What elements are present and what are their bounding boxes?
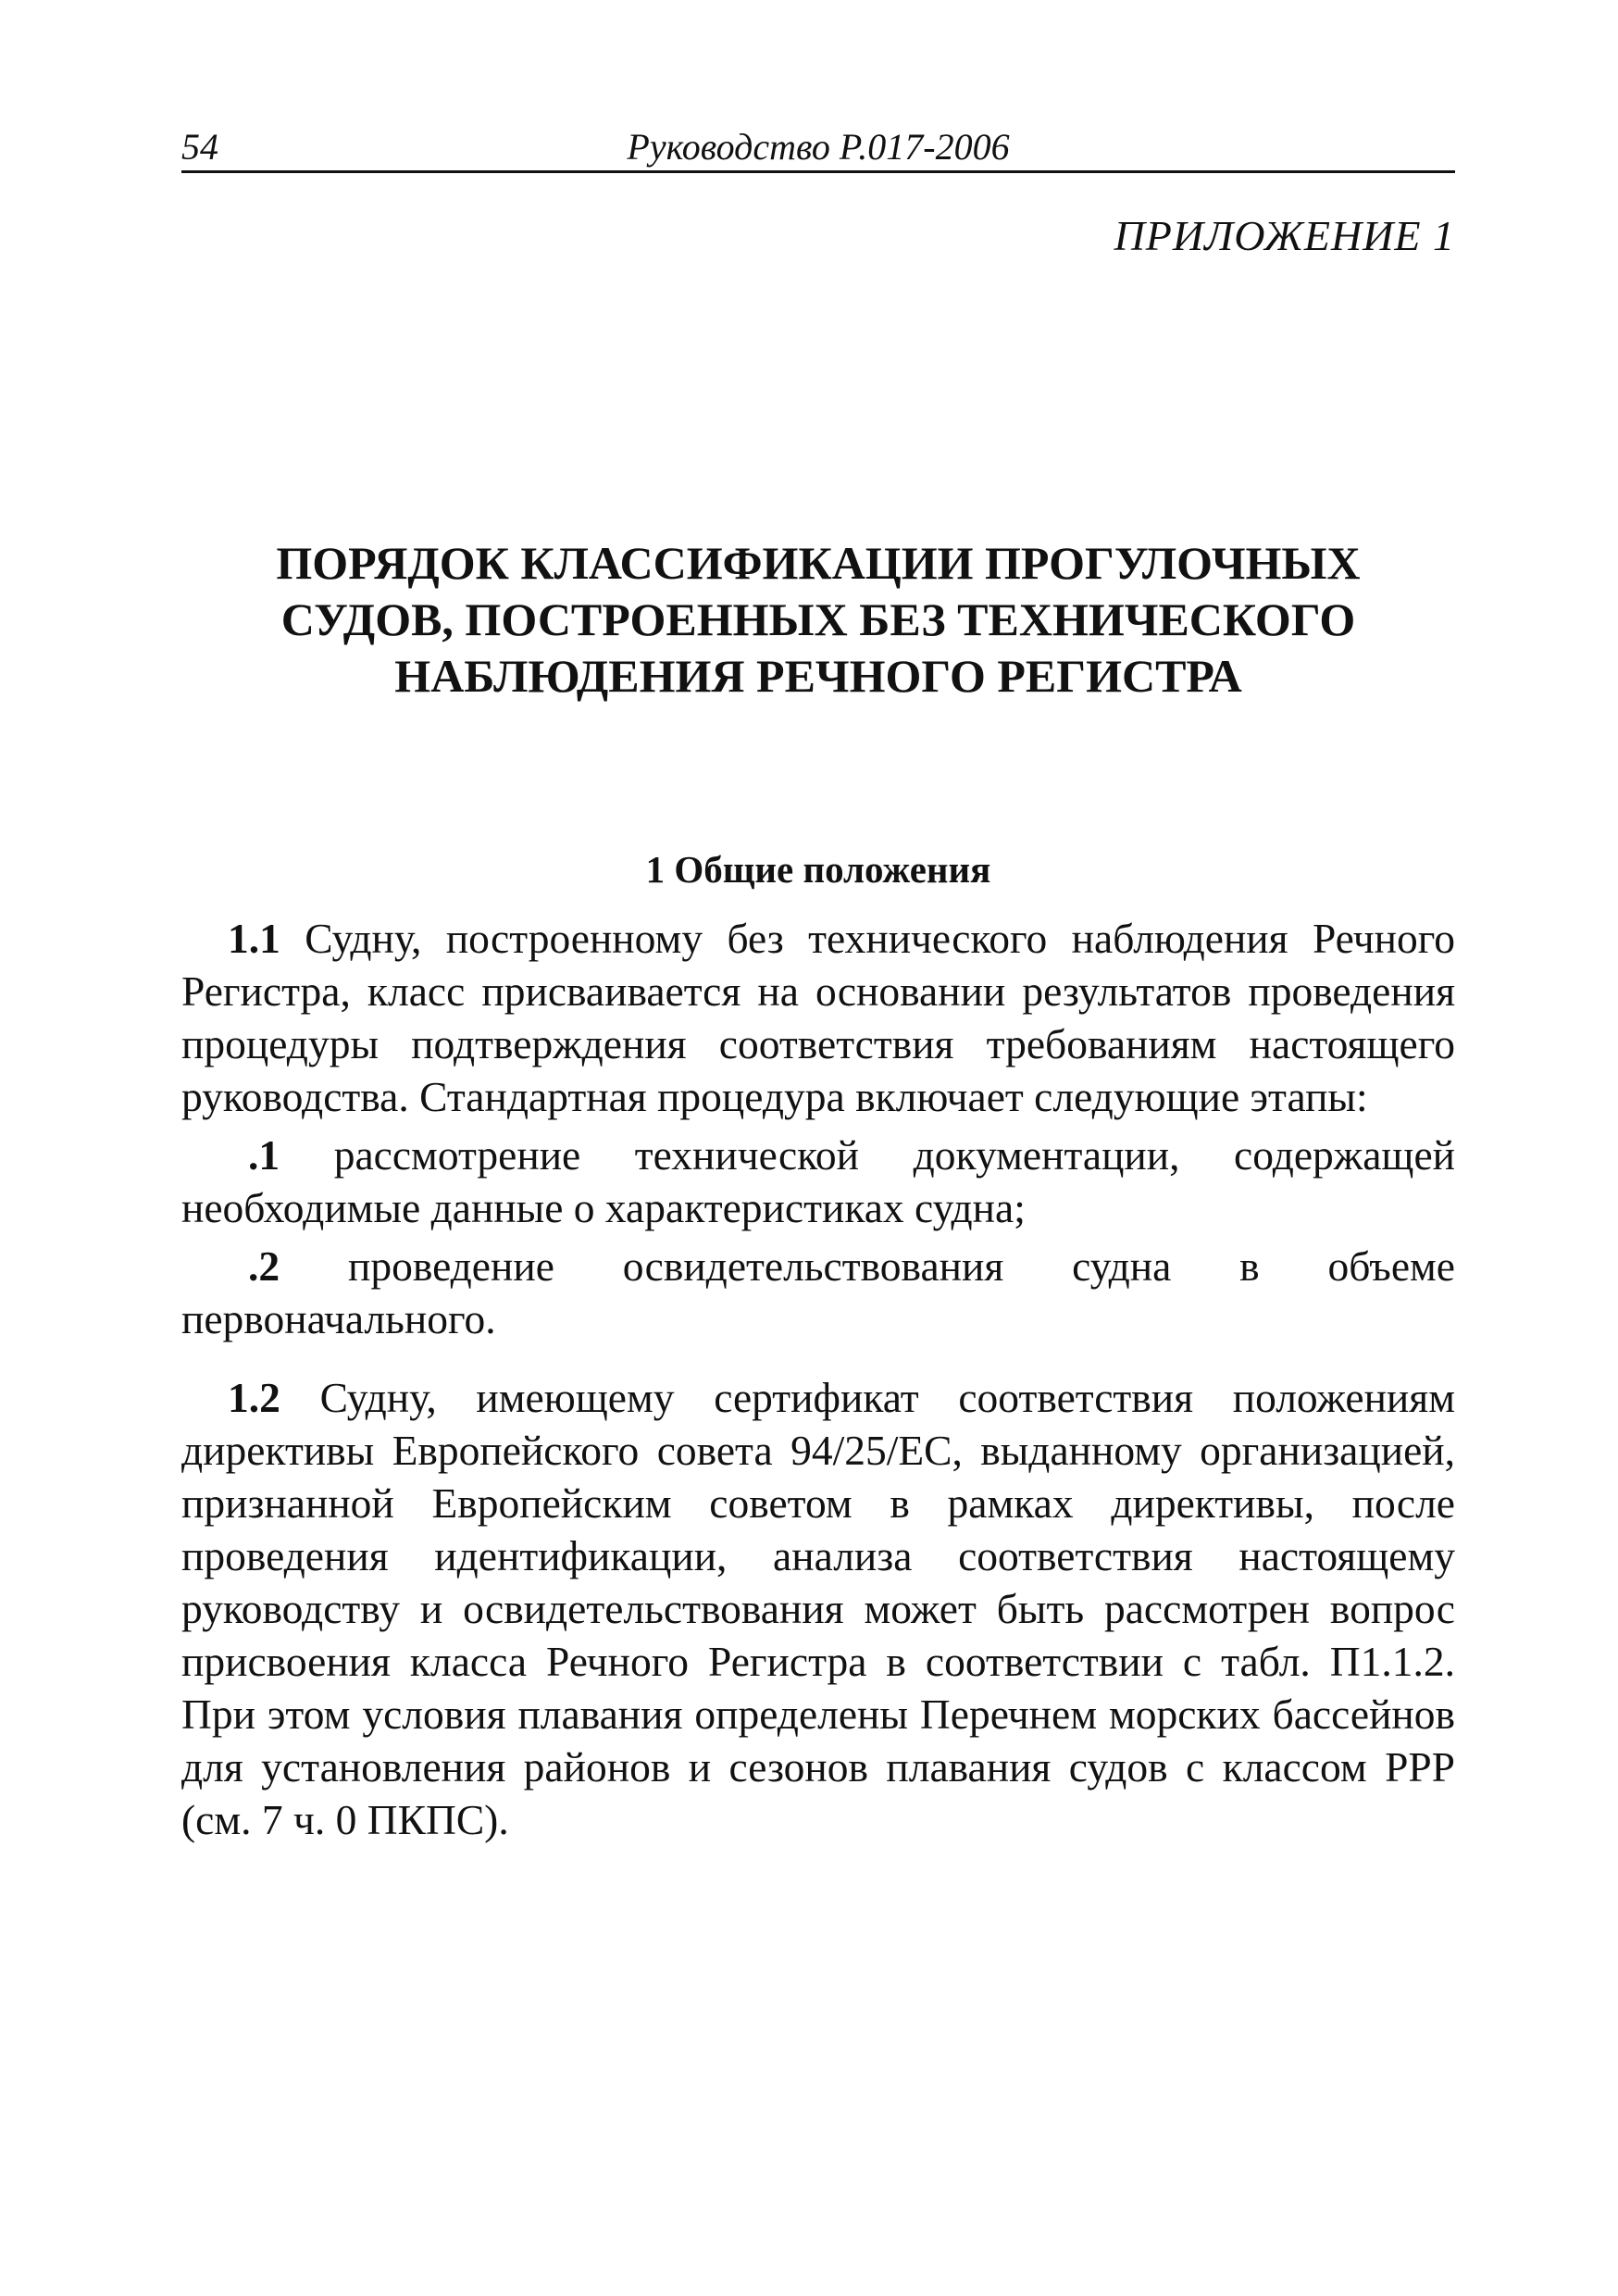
appendix-label: ПРИЛОЖЕНИЕ 1 bbox=[1114, 212, 1455, 259]
clause-number: .2 bbox=[248, 1242, 280, 1290]
section-title: 1 Общие положения bbox=[645, 848, 991, 891]
body-text bbox=[181, 912, 1455, 1846]
clause-text: Судну, имеющему сертификат соответствия положениям директивы Европейского совета 94/25/ЕС, выданному организацией, признанной Европейским советом в рамках директивы, после проведения идентификации, анализа соответствия настоящему руководству и освидетельствования может быть рассмотрен вопрос присвоения класса Речного Регистра в соответствии с табл. П1.1.2. При этом условия плавания определены Перечнем морских бассейнов для установления районов и сезонов плавания судов с классом РРР (см. 7 ч. 0 ПКПС). bbox=[181, 1374, 1455, 1843]
page-header bbox=[181, 126, 1455, 173]
running-title: Руководство Р.017-2006 bbox=[627, 126, 1010, 168]
page-number: 54 bbox=[181, 126, 218, 168]
paragraph-item-1 bbox=[181, 1129, 1455, 1234]
title-line: СУДОВ, ПОСТРОЕННЫХ БЕЗ ТЕХНИЧЕСКОГО bbox=[280, 593, 1356, 645]
paragraph-1-2 bbox=[181, 1371, 1455, 1846]
document-title bbox=[181, 535, 1455, 705]
clause-text: проведение освидетельствования судна в объеме первоначального. bbox=[181, 1242, 1455, 1342]
title-line: ПОРЯДОК КЛАССИФИКАЦИИ ПРОГУЛОЧНЫХ bbox=[276, 537, 1361, 589]
paragraph-1-1 bbox=[181, 912, 1455, 1123]
clause-text: Судну, построенному без технического наблюдения Речного Регистра, класс присваивается на основании результатов проведения процедуры подтверждения соответствия требованиям настоящего руководства. Стандартная процедура включает следующие этапы: bbox=[181, 915, 1456, 1120]
clause-number: 1.2 bbox=[228, 1374, 280, 1421]
paragraph-item-2 bbox=[181, 1240, 1455, 1345]
title-line: НАБЛЮДЕНИЯ РЕЧНОГО РЕГИСТРА bbox=[394, 650, 1242, 702]
clause-text: рассмотрение технической документации, содержащей необходимые данные о характеристиках судна; bbox=[181, 1131, 1455, 1231]
clause-number: .1 bbox=[248, 1131, 280, 1179]
clause-number: 1.1 bbox=[228, 915, 280, 962]
